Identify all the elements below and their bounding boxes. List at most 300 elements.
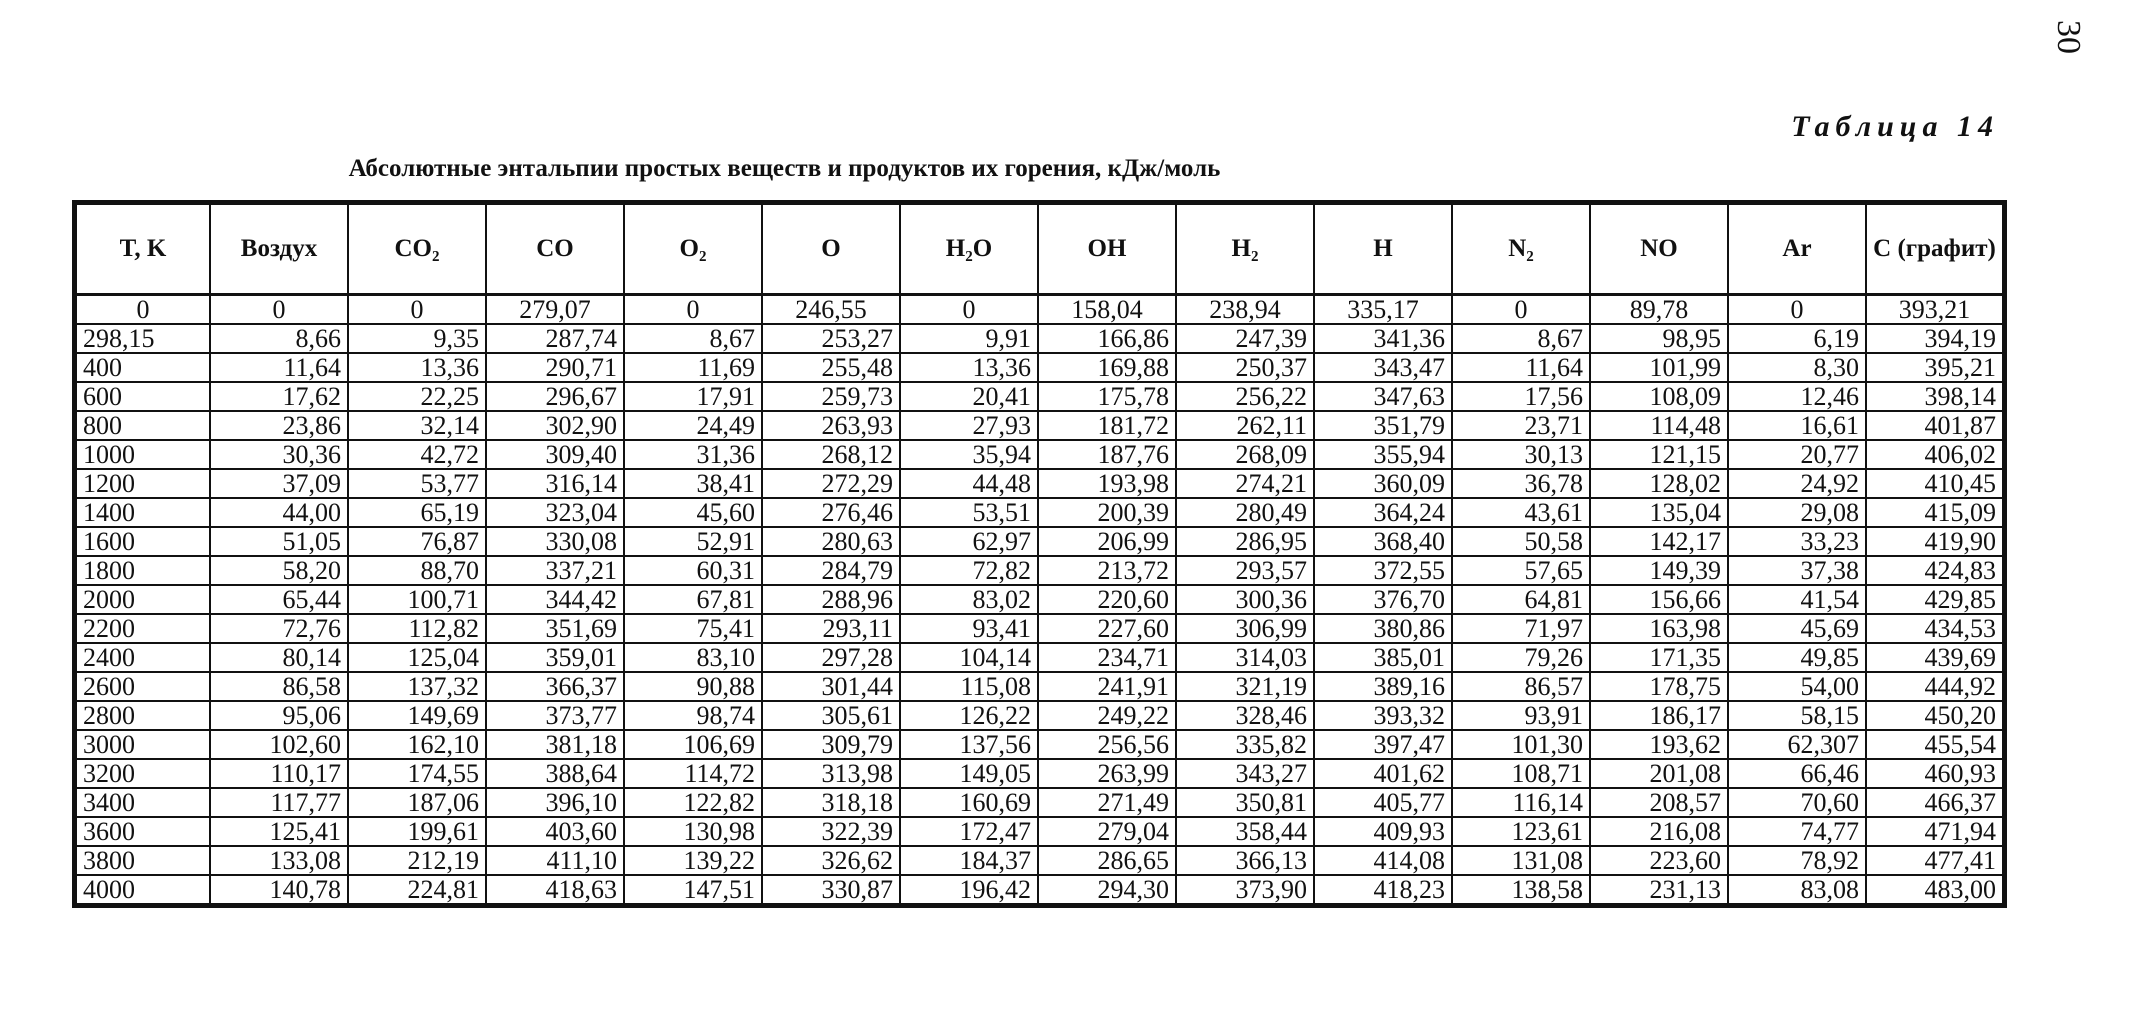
- table-row: [76, 382, 2003, 411]
- table-cell: 350,81: [1176, 788, 1314, 817]
- column-header: H₂O: [900, 204, 1038, 295]
- temperature-cell: 600: [76, 382, 210, 411]
- temperature-cell: 3000: [76, 730, 210, 759]
- table-cell: 116,14: [1452, 788, 1590, 817]
- column-header: N₂: [1452, 204, 1590, 295]
- table-cell: 30,13: [1452, 440, 1590, 469]
- table-cell: 223,60: [1590, 846, 1728, 875]
- table-cell: 271,49: [1038, 788, 1176, 817]
- table-cell: 316,14: [486, 469, 624, 498]
- table-cell: 306,99: [1176, 614, 1314, 643]
- table-cell: 268,09: [1176, 440, 1314, 469]
- column-header: H: [1314, 204, 1452, 295]
- table-cell: 23,71: [1452, 411, 1590, 440]
- table-cell: 330,87: [762, 875, 900, 904]
- table-cell: 255,48: [762, 353, 900, 382]
- table-cell: 49,85: [1728, 643, 1866, 672]
- table-body: [76, 295, 2003, 905]
- table-cell: 122,82: [624, 788, 762, 817]
- table-cell: 309,40: [486, 440, 624, 469]
- temperature-cell: 3200: [76, 759, 210, 788]
- table-cell: 100,71: [348, 585, 486, 614]
- table-cell: 163,98: [1590, 614, 1728, 643]
- table-cell: 216,08: [1590, 817, 1728, 846]
- temperature-cell: 1800: [76, 556, 210, 585]
- table-cell: 259,73: [762, 382, 900, 411]
- table-cell: 398,14: [1866, 382, 2003, 411]
- table-cell: 418,23: [1314, 875, 1452, 904]
- table-cell: 114,48: [1590, 411, 1728, 440]
- column-header: NO: [1590, 204, 1728, 295]
- column-header: CO₂: [348, 204, 486, 295]
- temperature-cell: 3400: [76, 788, 210, 817]
- table-cell: 286,65: [1038, 846, 1176, 875]
- table-cell: 101,99: [1590, 353, 1728, 382]
- table-cell: 31,36: [624, 440, 762, 469]
- table-cell: 368,40: [1314, 527, 1452, 556]
- table-cell: 175,78: [1038, 382, 1176, 411]
- table-cell: 24,49: [624, 411, 762, 440]
- table-cell: 41,54: [1728, 585, 1866, 614]
- table-cell: 376,70: [1314, 585, 1452, 614]
- table-row: [76, 614, 2003, 643]
- table-cell: 395,21: [1866, 353, 2003, 382]
- table-cell: 263,93: [762, 411, 900, 440]
- table-cell: 444,92: [1866, 672, 2003, 701]
- table-cell: 70,60: [1728, 788, 1866, 817]
- table-cell: 44,00: [210, 498, 348, 527]
- table-cell: 297,28: [762, 643, 900, 672]
- column-header: T, K: [76, 204, 210, 295]
- table-cell: 199,61: [348, 817, 486, 846]
- table-cell: 212,19: [348, 846, 486, 875]
- table-cell: 471,94: [1866, 817, 2003, 846]
- table-cell: 62,307: [1728, 730, 1866, 759]
- table-cell: 355,94: [1314, 440, 1452, 469]
- table-cell: 234,71: [1038, 643, 1176, 672]
- table-cell: 434,53: [1866, 614, 2003, 643]
- table-cell: 0: [624, 295, 762, 325]
- table-cell: 32,14: [348, 411, 486, 440]
- column-header: O: [762, 204, 900, 295]
- table-cell: 483,00: [1866, 875, 2003, 904]
- table-cell: 43,61: [1452, 498, 1590, 527]
- table-cell: 71,97: [1452, 614, 1590, 643]
- table-cell: 75,41: [624, 614, 762, 643]
- table-cell: 95,06: [210, 701, 348, 730]
- table-cell: 117,77: [210, 788, 348, 817]
- table-cell: 98,95: [1590, 324, 1728, 353]
- table-cell: 415,09: [1866, 498, 2003, 527]
- table-cell: 344,42: [486, 585, 624, 614]
- table-cell: 330,08: [486, 527, 624, 556]
- table-cell: 347,63: [1314, 382, 1452, 411]
- table-cell: 90,88: [624, 672, 762, 701]
- table-cell: 11,69: [624, 353, 762, 382]
- table-cell: 296,67: [486, 382, 624, 411]
- table-cell: 79,26: [1452, 643, 1590, 672]
- table-cell: 53,51: [900, 498, 1038, 527]
- temperature-cell: 4000: [76, 875, 210, 904]
- table-row: [76, 643, 2003, 672]
- table-cell: 284,79: [762, 556, 900, 585]
- table-cell: 341,36: [1314, 324, 1452, 353]
- table-cell: 288,96: [762, 585, 900, 614]
- table-cell: 393,32: [1314, 701, 1452, 730]
- table-cell: 65,44: [210, 585, 348, 614]
- table-cell: 410,45: [1866, 469, 2003, 498]
- table-cell: 373,77: [486, 701, 624, 730]
- table-cell: 106,69: [624, 730, 762, 759]
- table-cell: 403,60: [486, 817, 624, 846]
- enthalpy-table: [75, 203, 2004, 905]
- table-cell: 409,93: [1314, 817, 1452, 846]
- temperature-cell: 2200: [76, 614, 210, 643]
- column-header: Воздух: [210, 204, 348, 295]
- table-cell: 256,56: [1038, 730, 1176, 759]
- table-cell: 22,25: [348, 382, 486, 411]
- table-cell: 72,82: [900, 556, 1038, 585]
- table-row: [76, 440, 2003, 469]
- table-cell: 58,20: [210, 556, 348, 585]
- table-cell: 450,20: [1866, 701, 2003, 730]
- table-cell: 102,60: [210, 730, 348, 759]
- table-cell: 366,37: [486, 672, 624, 701]
- table-cell: 186,17: [1590, 701, 1728, 730]
- table-cell: 196,42: [900, 875, 1038, 904]
- table-row: [76, 324, 2003, 353]
- table-cell: 67,81: [624, 585, 762, 614]
- table-cell: 272,29: [762, 469, 900, 498]
- table-cell: 17,62: [210, 382, 348, 411]
- table-cell: 193,98: [1038, 469, 1176, 498]
- temperature-cell: 1200: [76, 469, 210, 498]
- table-cell: 0: [900, 295, 1038, 325]
- table-cell: 360,09: [1314, 469, 1452, 498]
- table-cell: 385,01: [1314, 643, 1452, 672]
- table-cell: 250,37: [1176, 353, 1314, 382]
- table-row: [76, 875, 2003, 904]
- table-cell: 130,98: [624, 817, 762, 846]
- table-cell: 45,69: [1728, 614, 1866, 643]
- table-cell: 158,04: [1038, 295, 1176, 325]
- table-cell: 286,95: [1176, 527, 1314, 556]
- temperature-cell: 298,15: [76, 324, 210, 353]
- table-cell: 460,93: [1866, 759, 2003, 788]
- table-cell: 50,58: [1452, 527, 1590, 556]
- table-cell: 45,60: [624, 498, 762, 527]
- temperature-cell: 2800: [76, 701, 210, 730]
- table-cell: 249,22: [1038, 701, 1176, 730]
- table-row: [76, 411, 2003, 440]
- table-cell: 115,08: [900, 672, 1038, 701]
- table-cell: 38,41: [624, 469, 762, 498]
- table-cell: 429,85: [1866, 585, 2003, 614]
- table-cell: 33,23: [1728, 527, 1866, 556]
- table-cell: 13,36: [348, 353, 486, 382]
- temperature-cell: 400: [76, 353, 210, 382]
- table-cell: 321,19: [1176, 672, 1314, 701]
- table-cell: 137,32: [348, 672, 486, 701]
- table-cell: 287,74: [486, 324, 624, 353]
- table-cell: 396,10: [486, 788, 624, 817]
- table-cell: 174,55: [348, 759, 486, 788]
- table-cell: 128,02: [1590, 469, 1728, 498]
- table-cell: 301,44: [762, 672, 900, 701]
- table-cell: 411,10: [486, 846, 624, 875]
- table-cell: 358,44: [1176, 817, 1314, 846]
- table-cell: 27,93: [900, 411, 1038, 440]
- table-cell: 337,21: [486, 556, 624, 585]
- table-cell: 290,71: [486, 353, 624, 382]
- table-cell: 262,11: [1176, 411, 1314, 440]
- temperature-cell: 1400: [76, 498, 210, 527]
- table-cell: 52,91: [624, 527, 762, 556]
- table-cell: 6,19: [1728, 324, 1866, 353]
- table-cell: 200,39: [1038, 498, 1176, 527]
- table-row: [76, 672, 2003, 701]
- table-cell: 139,22: [624, 846, 762, 875]
- temperature-cell: 2000: [76, 585, 210, 614]
- table-cell: 93,91: [1452, 701, 1590, 730]
- table-cell: 35,94: [900, 440, 1038, 469]
- table-cell: 64,81: [1452, 585, 1590, 614]
- table-cell: 231,13: [1590, 875, 1728, 904]
- table-cell: 78,92: [1728, 846, 1866, 875]
- table-cell: 247,39: [1176, 324, 1314, 353]
- table-cell: 305,61: [762, 701, 900, 730]
- table-cell: 424,83: [1866, 556, 2003, 585]
- table-cell: 351,79: [1314, 411, 1452, 440]
- temperature-cell: 800: [76, 411, 210, 440]
- table-cell: 140,78: [210, 875, 348, 904]
- table-cell: 8,30: [1728, 353, 1866, 382]
- table-caption: Абсолютные энтальпии простых веществ и продуктов их горения, кДж/моль: [348, 155, 1221, 182]
- table-cell: 156,66: [1590, 585, 1728, 614]
- table-cell: 0: [348, 295, 486, 325]
- table-cell: 314,03: [1176, 643, 1314, 672]
- table-cell: 364,24: [1314, 498, 1452, 527]
- table-cell: 213,72: [1038, 556, 1176, 585]
- table-cell: 66,46: [1728, 759, 1866, 788]
- table-cell: 42,72: [348, 440, 486, 469]
- table-cell: 351,69: [486, 614, 624, 643]
- table-cell: 123,61: [1452, 817, 1590, 846]
- table-cell: 393,21: [1866, 295, 2003, 325]
- table-cell: 104,14: [900, 643, 1038, 672]
- table-cell: 17,56: [1452, 382, 1590, 411]
- table-cell: 60,31: [624, 556, 762, 585]
- table-cell: 224,81: [348, 875, 486, 904]
- table-cell: 401,62: [1314, 759, 1452, 788]
- table-cell: 74,77: [1728, 817, 1866, 846]
- table-cell: 406,02: [1866, 440, 2003, 469]
- column-header: H₂: [1176, 204, 1314, 295]
- table-cell: 419,90: [1866, 527, 2003, 556]
- table-row: [76, 846, 2003, 875]
- table-cell: 86,57: [1452, 672, 1590, 701]
- column-header: Ar: [1728, 204, 1866, 295]
- table-cell: 366,13: [1176, 846, 1314, 875]
- table-cell: 108,09: [1590, 382, 1728, 411]
- table-cell: 0: [210, 295, 348, 325]
- table-cell: 89,78: [1590, 295, 1728, 325]
- table-cell: 372,55: [1314, 556, 1452, 585]
- table-cell: 54,00: [1728, 672, 1866, 701]
- table-cell: 8,66: [210, 324, 348, 353]
- table-cell: 149,69: [348, 701, 486, 730]
- table-cell: 227,60: [1038, 614, 1176, 643]
- table-cell: 36,78: [1452, 469, 1590, 498]
- table-row: [76, 556, 2003, 585]
- table-cell: 309,79: [762, 730, 900, 759]
- table-cell: 381,18: [486, 730, 624, 759]
- table-cell: 37,38: [1728, 556, 1866, 585]
- table-cell: 23,86: [210, 411, 348, 440]
- table-cell: 220,60: [1038, 585, 1176, 614]
- table-cell: 280,49: [1176, 498, 1314, 527]
- table-cell: 11,64: [1452, 353, 1590, 382]
- table-cell: 62,97: [900, 527, 1038, 556]
- table-cell: 343,47: [1314, 353, 1452, 382]
- table-cell: 83,08: [1728, 875, 1866, 904]
- table-cell: 93,41: [900, 614, 1038, 643]
- table-row: [76, 817, 2003, 846]
- table-cell: 208,57: [1590, 788, 1728, 817]
- enthalpy-table-container: [72, 200, 2007, 908]
- page-number: 30: [2050, 20, 2087, 54]
- temperature-cell: 1600: [76, 527, 210, 556]
- table-cell: 112,82: [348, 614, 486, 643]
- table-cell: 466,37: [1866, 788, 2003, 817]
- table-cell: 30,36: [210, 440, 348, 469]
- table-cell: 388,64: [486, 759, 624, 788]
- table-row: [76, 701, 2003, 730]
- table-row: [76, 759, 2003, 788]
- table-row: [76, 730, 2003, 759]
- table-cell: 137,56: [900, 730, 1038, 759]
- table-cell: 169,88: [1038, 353, 1176, 382]
- column-header: OH: [1038, 204, 1176, 295]
- table-cell: 29,08: [1728, 498, 1866, 527]
- temperature-cell: 0: [76, 295, 210, 325]
- table-cell: 187,76: [1038, 440, 1176, 469]
- table-cell: 394,19: [1866, 324, 2003, 353]
- table-row: [76, 469, 2003, 498]
- table-cell: 268,12: [762, 440, 900, 469]
- table-cell: 162,10: [348, 730, 486, 759]
- column-header: CO: [486, 204, 624, 295]
- table-label: Таблица 14: [1791, 110, 1999, 143]
- table-cell: 380,86: [1314, 614, 1452, 643]
- table-cell: 313,98: [762, 759, 900, 788]
- table-cell: 98,74: [624, 701, 762, 730]
- table-cell: 178,75: [1590, 672, 1728, 701]
- table-cell: 279,04: [1038, 817, 1176, 846]
- table-cell: 414,08: [1314, 846, 1452, 875]
- table-cell: 256,22: [1176, 382, 1314, 411]
- table-cell: 401,87: [1866, 411, 2003, 440]
- table-cell: 149,39: [1590, 556, 1728, 585]
- table-cell: 294,30: [1038, 875, 1176, 904]
- table-cell: 172,47: [900, 817, 1038, 846]
- table-cell: 138,58: [1452, 875, 1590, 904]
- table-cell: 201,08: [1590, 759, 1728, 788]
- table-cell: 323,04: [486, 498, 624, 527]
- table-cell: 439,69: [1866, 643, 2003, 672]
- table-cell: 51,05: [210, 527, 348, 556]
- table-row: [76, 527, 2003, 556]
- table-cell: 253,27: [762, 324, 900, 353]
- table-cell: 293,57: [1176, 556, 1314, 585]
- table-cell: 405,77: [1314, 788, 1452, 817]
- table-cell: 335,17: [1314, 295, 1452, 325]
- table-cell: 20,41: [900, 382, 1038, 411]
- table-row: [76, 585, 2003, 614]
- table-cell: 9,35: [348, 324, 486, 353]
- table-cell: 193,62: [1590, 730, 1728, 759]
- table-cell: 276,46: [762, 498, 900, 527]
- table-cell: 86,58: [210, 672, 348, 701]
- table-cell: 238,94: [1176, 295, 1314, 325]
- table-cell: 166,86: [1038, 324, 1176, 353]
- table-cell: 184,37: [900, 846, 1038, 875]
- table-cell: 279,07: [486, 295, 624, 325]
- table-cell: 126,22: [900, 701, 1038, 730]
- table-cell: 37,09: [210, 469, 348, 498]
- table-row: [76, 353, 2003, 382]
- table-row: [76, 498, 2003, 527]
- table-cell: 76,87: [348, 527, 486, 556]
- table-cell: 121,15: [1590, 440, 1728, 469]
- table-cell: 8,67: [624, 324, 762, 353]
- table-cell: 181,72: [1038, 411, 1176, 440]
- table-cell: 13,36: [900, 353, 1038, 382]
- table-cell: 160,69: [900, 788, 1038, 817]
- table-cell: 241,91: [1038, 672, 1176, 701]
- table-cell: 114,72: [624, 759, 762, 788]
- table-cell: 101,30: [1452, 730, 1590, 759]
- table-cell: 455,54: [1866, 730, 2003, 759]
- table-cell: 88,70: [348, 556, 486, 585]
- table-cell: 133,08: [210, 846, 348, 875]
- table-cell: 326,62: [762, 846, 900, 875]
- table-cell: 263,99: [1038, 759, 1176, 788]
- temperature-cell: 1000: [76, 440, 210, 469]
- table-cell: 147,51: [624, 875, 762, 904]
- column-header: C (графит): [1866, 204, 2003, 295]
- table-cell: 135,04: [1590, 498, 1728, 527]
- temperature-cell: 3800: [76, 846, 210, 875]
- table-cell: 57,65: [1452, 556, 1590, 585]
- table-cell: 477,41: [1866, 846, 2003, 875]
- table-cell: 171,35: [1590, 643, 1728, 672]
- table-cell: 142,17: [1590, 527, 1728, 556]
- table-cell: 24,92: [1728, 469, 1866, 498]
- temperature-cell: 3600: [76, 817, 210, 846]
- table-cell: 108,71: [1452, 759, 1590, 788]
- table-cell: 322,39: [762, 817, 900, 846]
- table-cell: 274,21: [1176, 469, 1314, 498]
- temperature-cell: 2600: [76, 672, 210, 701]
- table-cell: 125,04: [348, 643, 486, 672]
- table-cell: 293,11: [762, 614, 900, 643]
- table-cell: 397,47: [1314, 730, 1452, 759]
- table-cell: 187,06: [348, 788, 486, 817]
- table-cell: 58,15: [1728, 701, 1866, 730]
- table-cell: 418,63: [486, 875, 624, 904]
- table-cell: 83,10: [624, 643, 762, 672]
